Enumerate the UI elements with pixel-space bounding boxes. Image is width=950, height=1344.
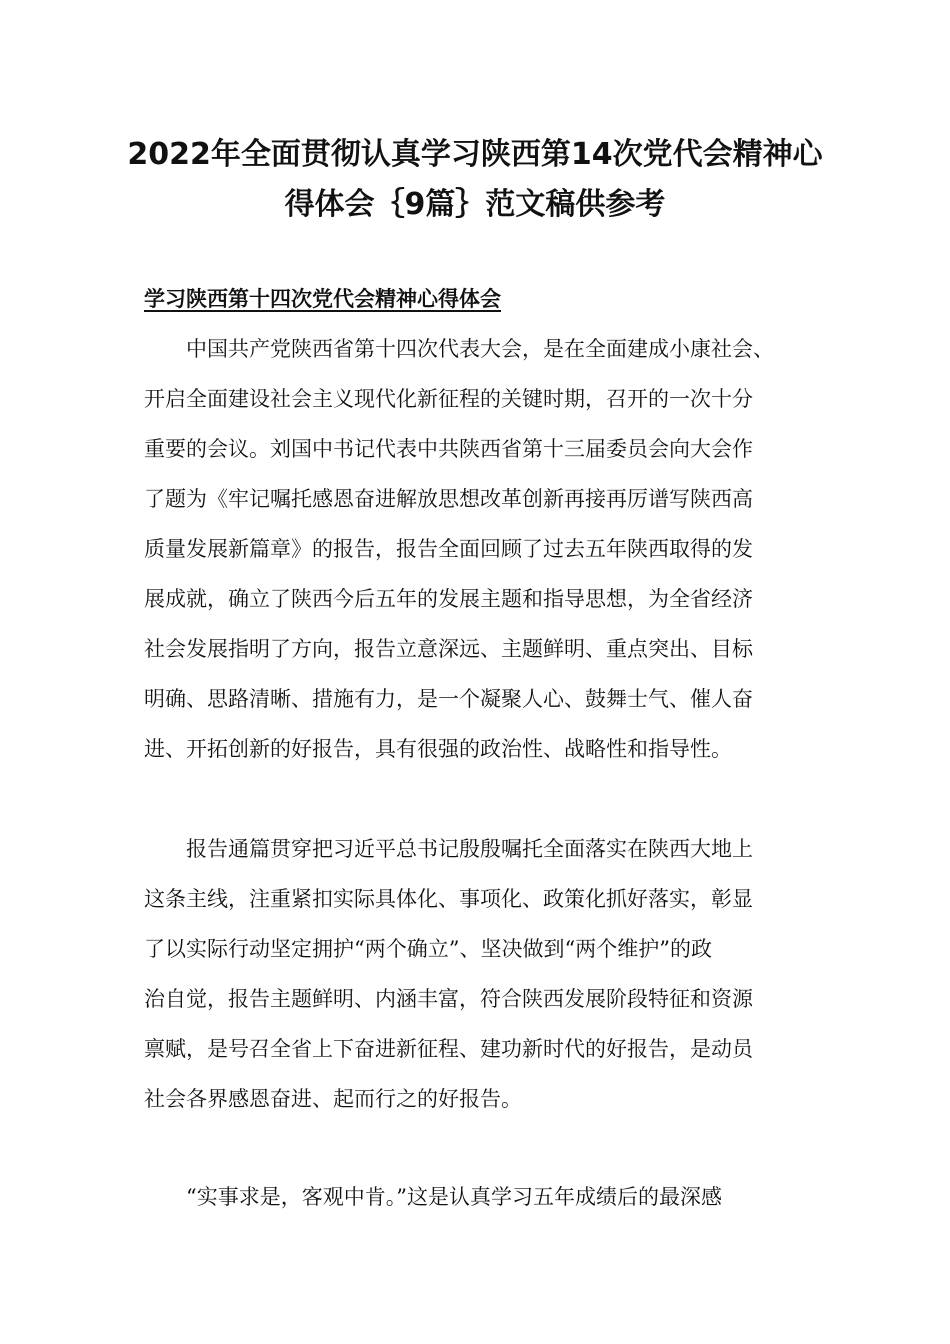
paragraph-1-line-7: 社会发展指明了方向，报告立意深远、主题鲜明、重点突出、目标 [144,637,753,661]
paragraph-1-line-8: 明确、思路清晰、措施有力，是一个凝聚人心、鼓舞士气、催人奋 [144,687,753,711]
paragraph-2-line-3: 了以实际行动坚定拥护“两个确立”、坚决做到“两个维护”的政 [144,937,712,961]
paragraph-2-line-5: 禀赋，是号召全省上下奋进新征程、建功新时代的好报告，是动员 [144,1037,753,1061]
section-heading: 学习陕西第十四次党代会精神心得体会 [144,287,501,311]
paragraph-1-line-9: 进、开拓创新的好报告，具有很强的政治性、战略性和指导性。 [144,737,732,761]
paragraph-3-line-1: “实事求是，客观中肯。”这是认真学习五年成绩后的最深感 [186,1185,722,1209]
paragraph-1-line-1: 中国共产党陕西省第十四次代表大会，是在全面建成小康社会、 [186,337,774,361]
document-title-line-2: 得体会｛9篇｝范文稿供参考 [284,187,666,222]
paragraph-2-line-4: 治自觉，报告主题鲜明、内涵丰富，符合陕西发展阶段特征和资源 [144,987,753,1011]
paragraph-1-line-3: 重要的会议。刘国中书记代表中共陕西省第十三届委员会向大会作 [144,437,753,461]
paragraph-1-line-5: 质量发展新篇章》的报告，报告全面回顾了过去五年陕西取得的发 [144,537,753,561]
paragraph-2-line-1: 报告通篇贯穿把习近平总书记殷殷嘱托全面落实在陕西大地上 [186,837,753,861]
paragraph-1-line-6: 展成就，确立了陕西今后五年的发展主题和指导思想，为全省经济 [144,587,753,611]
paragraph-1-line-2: 开启全面建设社会主义现代化新征程的关键时期，召开的一次十分 [144,387,753,411]
paragraph-2-line-6: 社会各界感恩奋进、起而行之的好报告。 [144,1087,522,1111]
paragraph-1-line-4: 了题为《牢记嘱托感恩奋进解放思想改革创新再接再厉谱写陕西高 [144,487,753,511]
document-title-line-1: 2022年全面贯彻认真学习陕西第14次党代会精神心 [127,137,823,172]
paragraph-2-line-2: 这条主线，注重紧扣实际具体化、事项化、政策化抓好落实，彰显 [144,887,753,911]
